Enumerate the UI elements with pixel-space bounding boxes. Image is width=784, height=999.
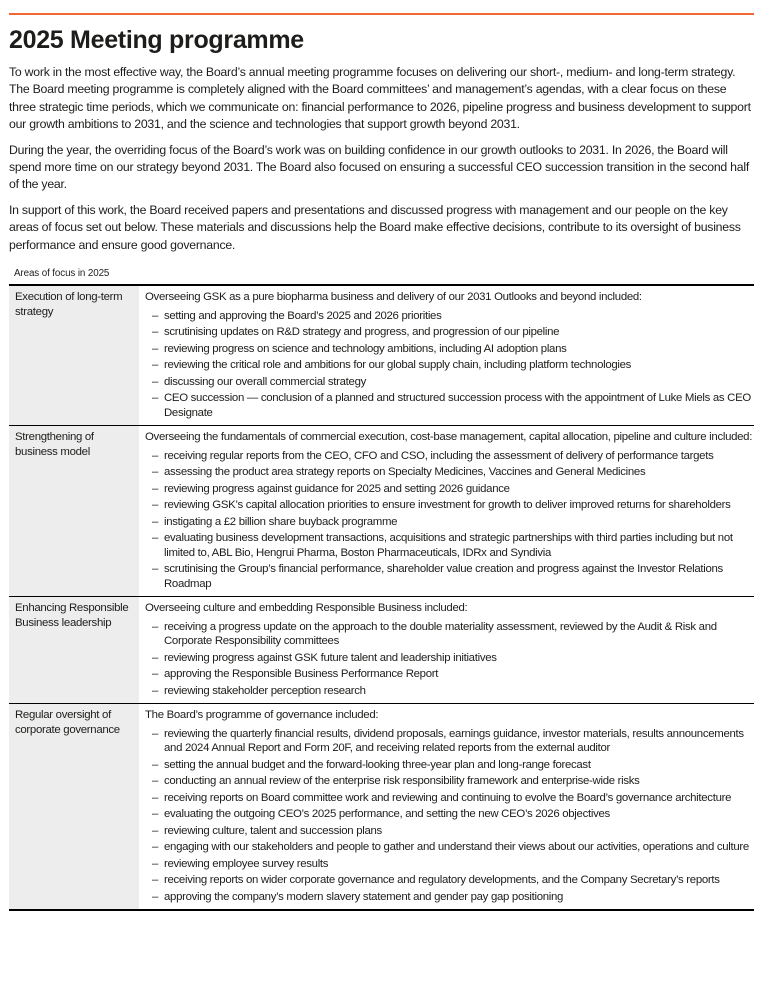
bullet-text: setting the annual budget and the forward-looking three-year plan and long-range forecast (164, 758, 591, 771)
focus-area-intro: The Board’s programme of governance included: (145, 709, 379, 722)
table-caption: Areas of focus in 2025 (14, 268, 110, 280)
bullet-dash: – (152, 791, 159, 804)
bullet-dash: – (152, 342, 159, 355)
bullet-dash: – (152, 684, 159, 697)
list-item (145, 562, 754, 591)
list-item (145, 684, 754, 699)
focus-area-heading: Strengthening of business model (9, 426, 139, 596)
bullet-dash: – (152, 620, 159, 633)
intro-paragraph-3: In support of this work, the Board received papers and presentations and discussed progress with management and our people on the key areas of focus set out below. These materials and discussions help the Board make effective decisions, contribute to its oversight of business performance and ensure good governance. (9, 202, 741, 252)
focus-area-details (139, 704, 754, 909)
bullet-text: reviewing the quarterly financial results, dividend proposals, earnings guidance, investor materials, results announcements and 2024 Annual Report and Form 20F, and receiving related reports from the external auditor (164, 727, 744, 755)
focus-bullet-list (145, 620, 754, 699)
focus-bullet-list (145, 449, 754, 592)
bullet-text: approving the company’s modern slavery statement and gender pay gap positioning (164, 890, 564, 903)
bullet-dash: – (152, 775, 159, 788)
bullet-dash: – (152, 309, 159, 322)
focus-area-details (139, 597, 754, 703)
focus-area-intro: Overseeing GSK as a pure biopharma business and delivery of our 2031 Outlooks and beyond included: (145, 291, 642, 304)
focus-area-details (139, 426, 754, 596)
report-page (9, 0, 754, 911)
list-item (145, 774, 754, 789)
focus-bullet-list (145, 309, 754, 421)
bullet-text: receiving reports on Board committee work and reviewing and continuing to evolve the Board’s governance architecture (164, 791, 732, 804)
intro-paragraph-1: To work in the most effective way, the Board’s annual meeting programme focuses on delivering our short-, medium- and long-term strategy. The Board meeting programme is completely aligned with the Board committees’ and management’s agendas, with a clear focus on these three strategic time periods, which we communicate on: financial performance to 2026, pipeline progress and business development to support our growth ambitions to 2031, and the science and technologies that support growth beyond 2031. (9, 65, 751, 132)
list-item (145, 342, 754, 357)
bullet-dash: – (152, 841, 159, 854)
list-item (145, 515, 754, 530)
bullet-text: assessing the product area strategy reports on Specialty Medicines, Vaccines and General Medicines (164, 466, 646, 479)
list-item (145, 840, 754, 855)
bullet-dash: – (152, 890, 159, 903)
focus-area-details (139, 286, 754, 425)
bullet-dash: – (152, 758, 159, 771)
bullet-text: conducting an annual review of the enterprise risk responsibility framework and enterprise-wide risks (164, 775, 640, 788)
list-item (145, 890, 754, 905)
bullet-dash: – (152, 727, 159, 740)
focus-area-heading: Enhancing Responsible Business leadership (9, 597, 139, 703)
list-item (145, 309, 754, 324)
bullet-text: receiving regular reports from the CEO, CFO and CSO, including the assessment of delivery of performance targets (164, 449, 714, 462)
bullet-text: evaluating business development transactions, acquisitions and strategic partnerships with third parties including but not limited to, ABL Bio, Hengrui Pharma, Boston Pharmaceuticals, IDRx and Syndivia (164, 532, 733, 559)
list-item (145, 375, 754, 390)
list-item (145, 449, 754, 464)
list-item (145, 482, 754, 497)
bullet-dash: – (152, 482, 159, 495)
bullet-text: engaging with our stakeholders and people to gather and understand their views about our activities, operations and culture (164, 841, 749, 854)
list-item (145, 873, 754, 888)
bullet-dash: – (152, 466, 159, 479)
bullet-dash: – (152, 532, 159, 545)
bullet-text: reviewing culture, talent and succession plans (164, 824, 382, 837)
bullet-dash: – (152, 499, 159, 512)
accent-rule (9, 13, 754, 15)
bullet-text: setting and approving the Board’s 2025 and 2026 priorities (164, 309, 442, 322)
bullet-dash: – (152, 515, 159, 528)
focus-bullet-list (145, 727, 754, 905)
list-item (145, 620, 754, 649)
list-item (145, 498, 754, 513)
bullet-dash: – (152, 808, 159, 821)
list-item (145, 325, 754, 340)
bullet-dash: – (152, 392, 159, 405)
bullet-text: receiving a progress update on the approach to the double materiality assessment, reviewed by the Audit & Risk and Corporate Responsibility committees (164, 620, 717, 648)
bullet-text: receiving reports on wider corporate governance and regulatory developments, and the Company Secretary’s reports (164, 874, 720, 887)
bullet-text: CEO succession — conclusion of a planned and structured succession process with the appointment of Luke Miels as CEO Designate (164, 392, 751, 419)
bullet-dash: – (152, 651, 159, 664)
bullet-text: reviewing GSK’s capital allocation priorities to ensure investment for growth to deliver improved returns for shareholders (164, 499, 731, 512)
list-item (145, 758, 754, 773)
list-item (145, 667, 754, 682)
bullet-text: reviewing stakeholder perception research (164, 684, 366, 697)
bullet-dash: – (152, 375, 159, 388)
bullet-dash: – (152, 449, 159, 462)
bullet-text: scrutinising the Group’s financial performance, shareholder value creation and progress against the Investor Relations Roadmap (164, 563, 723, 590)
list-item (145, 391, 754, 420)
focus-area-intro: Overseeing culture and embedding Responsible Business included: (145, 602, 468, 615)
list-item (145, 727, 754, 756)
bullet-text: evaluating the outgoing CEO’s 2025 performance, and setting the new CEO’s 2026 objectives (164, 808, 610, 821)
list-item (145, 358, 754, 373)
areas-of-focus-table (9, 284, 754, 911)
bullet-dash: – (152, 874, 159, 887)
bullet-text: reviewing progress against GSK future talent and leadership initiatives (164, 651, 497, 664)
bullet-dash: – (152, 857, 159, 870)
table-row (9, 425, 754, 596)
bullet-text: reviewing employee survey results (164, 857, 329, 870)
bullet-dash: – (152, 326, 159, 339)
bullet-dash: – (152, 668, 159, 681)
table-row (9, 596, 754, 703)
bullet-dash: – (152, 563, 159, 576)
bullet-text: reviewing the critical role and ambitions for our global supply chain, including platform technologies (164, 359, 632, 372)
list-item (145, 824, 754, 839)
table-row (9, 703, 754, 909)
focus-area-intro: Overseeing the fundamentals of commercial execution, cost-base management, capital allocation, pipeline and culture included: (145, 431, 753, 444)
bullet-text: reviewing progress on science and technology ambitions, including AI adoption plans (164, 342, 567, 355)
bullet-text: instigating a £2 billion share buyback programme (164, 515, 398, 528)
intro-paragraph-2: During the year, the overriding focus of the Board’s work was on building confidence in our growth outlooks to 2031. In 2026, the Board will spend more time on our strategy beyond 2031. The Board also focused on ensuring a successful CEO succession transition in the second half of the year. (9, 142, 749, 192)
focus-area-heading: Regular oversight of corporate governance (9, 704, 139, 909)
list-item (145, 791, 754, 806)
page-title: 2025 Meeting programme (9, 26, 304, 54)
table-row (9, 286, 754, 425)
list-item (145, 531, 754, 560)
bullet-dash: – (152, 359, 159, 372)
focus-area-heading: Execution of long-term strategy (9, 286, 139, 425)
list-item (145, 465, 754, 480)
bullet-dash: – (152, 824, 159, 837)
list-item (145, 807, 754, 822)
bullet-text: discussing our overall commercial strategy (164, 375, 367, 388)
bullet-text: reviewing progress against guidance for 2025 and setting 2026 guidance (164, 482, 510, 495)
bullet-text: approving the Responsible Business Performance Report (164, 668, 439, 681)
list-item (145, 651, 754, 666)
list-item (145, 857, 754, 872)
bullet-text: scrutinising updates on R&D strategy and progress, and progression of our pipeline (164, 326, 560, 339)
